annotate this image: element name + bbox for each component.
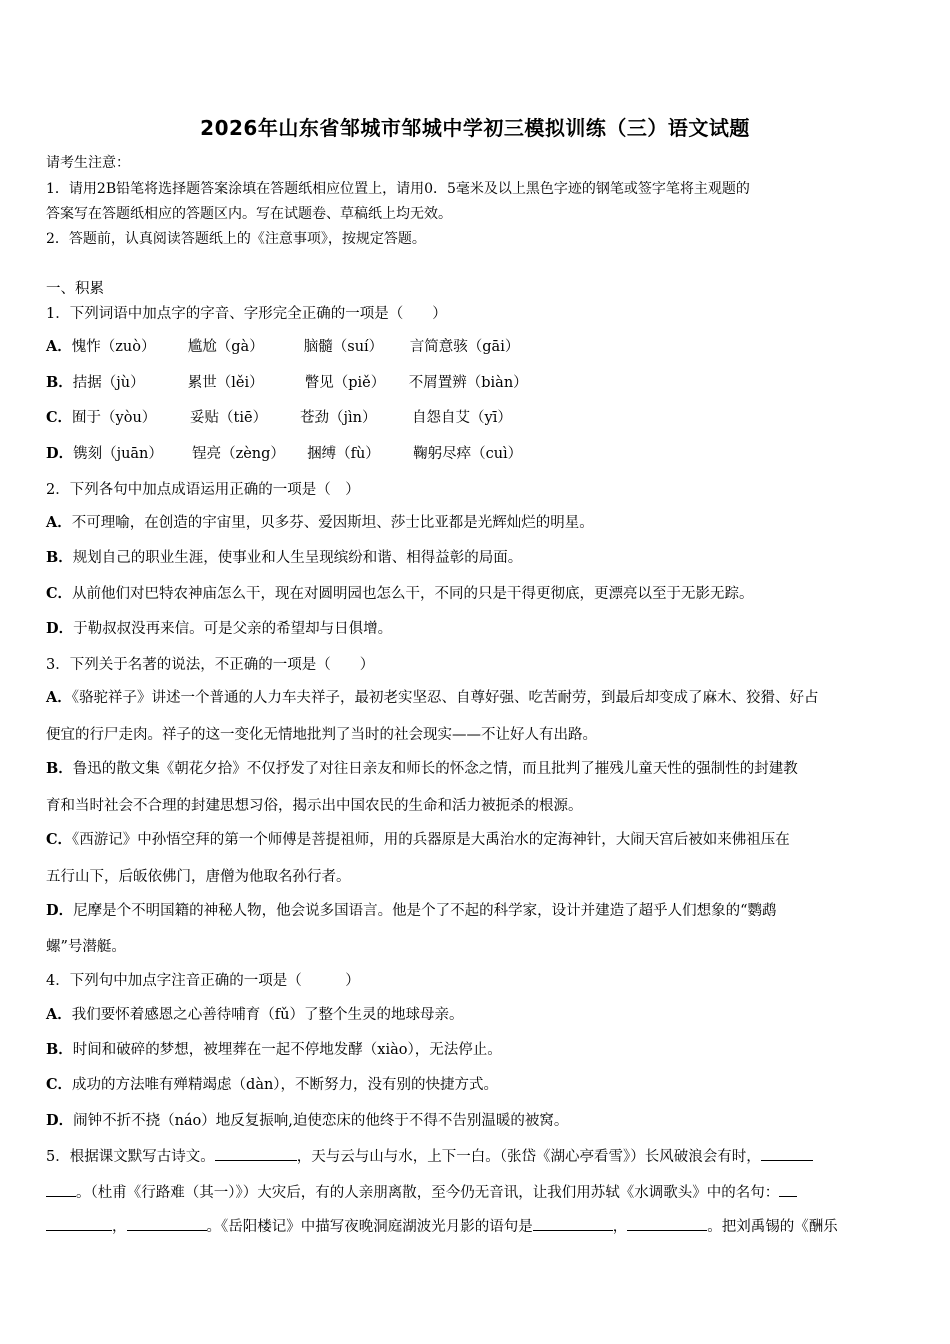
q4-option-b (46, 1038, 908, 1059)
fill-blank[interactable] (46, 1216, 112, 1231)
option-item: 言简意骇（gāi） (409, 339, 520, 355)
option-text: 我们要怀着感恩之心善待哺育（fǔ）了整个生灵的地球母亲。 (71, 1007, 464, 1023)
option-item: 不屑置辨（biàn） (408, 375, 528, 391)
option-item: 自怨自艾（yī） (412, 410, 512, 426)
notice-item-1-cont: 答案写在答题纸相应的答题区内。写在试题卷、草稿纸上均无效。 (46, 206, 452, 222)
option-label: D． (46, 620, 74, 637)
option-text: 鲁迅的散文集《朝花夕拾》不仅抒发了对往日亲友和师长的怀念之情，而且批判了摧残儿童天性的强制性的封建教 (72, 761, 798, 777)
option-item: 鞠躬尽瘁（cuì） (413, 446, 523, 462)
option-item: 累世（lěi） (187, 375, 264, 391)
q3-option-a (46, 686, 908, 707)
option-label: A． (46, 1006, 72, 1023)
q2-option-d (46, 617, 908, 638)
fill-blank[interactable] (215, 1146, 297, 1161)
q2-option-b (46, 546, 908, 567)
option-label: B． (46, 549, 73, 566)
option-text: 从前他们对巴特农神庙怎么干，现在对圆明园也怎么干，不同的只是干得更彻底，更漂亮以至于无影无踪。 (72, 586, 754, 602)
q5-text: 。《岳阳楼记》中描写夜晚洞庭湖波光月影的语句是 (206, 1219, 533, 1235)
option-label: C． (46, 1076, 73, 1093)
option-label: C． (46, 585, 73, 602)
fill-blank[interactable] (779, 1182, 797, 1197)
option-item: 脑髓（suí） (303, 339, 384, 355)
option-text: 尼摩是个不明国籍的神秘人物，他会说多国语言。他是个了不起的科学家，设计并建造了超乎人们想象的“鹦鹉 (73, 903, 777, 919)
option-text: 闹钟不折不挠（náo）地反复振响,迫使恋床的他终于不得不告别温暖的被窝。 (73, 1113, 569, 1129)
option-item: 苍劲（jìn） (300, 410, 377, 426)
q3-option-b-cont: 育和当时社会不合理的封建思想习俗，揭示出中国农民的生命和活力被扼杀的根源。 (46, 798, 583, 814)
option-label: D． (46, 902, 74, 919)
fill-blank[interactable] (127, 1216, 207, 1231)
option-item: 拮据（jù） (72, 375, 145, 391)
q3-option-d-cont: 螺”号潜艇。 (46, 939, 126, 955)
fill-blank[interactable] (533, 1216, 613, 1231)
option-label: B． (46, 374, 73, 391)
q4-option-a (46, 1003, 908, 1024)
option-item: 镌刻（juān） (73, 446, 163, 462)
q5-text: ， (612, 1219, 628, 1235)
option-item: 瞥见（piě） (304, 375, 386, 391)
option-label: A． (46, 338, 72, 355)
question-3-stem: 3．下列关于名著的说法，不正确的一项是（ ） (46, 657, 375, 673)
option-label: C． (46, 409, 73, 426)
q1-option-a (46, 335, 908, 356)
q1-option-d (46, 442, 908, 463)
question-5-line-3 (46, 1215, 908, 1236)
option-text: 成功的方法唯有殚精竭虑（dàn），不断努力，没有别的快捷方式。 (72, 1077, 499, 1093)
q3-option-d (46, 899, 908, 920)
q4-option-c (46, 1073, 908, 1094)
option-label: A． (46, 514, 72, 531)
option-item: 锃亮（zèng） (192, 446, 285, 462)
q5-text: 。（杜甫《行路难（其一）》）大灾后，有的人亲朋离散，至今仍无音讯，让我们用苏轼《水调歌头》中的名句： (76, 1185, 780, 1201)
q3-option-b (46, 757, 908, 778)
option-label: B． (46, 760, 73, 777)
option-item: 尴尬（gà） (187, 339, 264, 355)
question-2-stem: 2．下列各句中加点成语运用正确的一项是（ ） (46, 482, 360, 498)
option-label: B． (46, 1041, 73, 1058)
option-text: 规划自己的职业生涯，使事业和人生呈现缤纷和谐、相得益彰的局面。 (72, 550, 523, 566)
page-title: 2026年山东省邹城市邹城中学初三模拟训练（三）语文试题 (200, 116, 750, 140)
notice-item-1: 1．请用2B铅笔将选择题答案涂填在答题纸相应位置上，请用0．5毫米及以上黑色字迹的钢笔或签字笔将主观题的 (46, 181, 750, 197)
section-heading: 一、积累 (46, 281, 104, 297)
q5-text: 5．根据课文默写古诗文。 (46, 1149, 215, 1165)
q1-option-b (46, 371, 908, 392)
q5-text: ， (112, 1219, 127, 1235)
option-label: D． (46, 445, 74, 462)
q1-option-c (46, 406, 908, 427)
option-text: 时间和破碎的梦想，被埋葬在一起不停地发酵（xiào），无法停止。 (72, 1042, 502, 1058)
fill-blank[interactable] (627, 1216, 707, 1231)
notice-item-2: 2．答题前，认真阅读答题纸上的《注意事项》，按规定答题。 (46, 231, 426, 247)
q4-option-d (46, 1109, 908, 1130)
option-label: D． (46, 1112, 74, 1129)
option-text: 《西游记》中孙悟空拜的第一个师傅是菩提祖师，用的兵器原是大禹治水的定海神针，大闹天宫后被如来佛祖压在 (72, 832, 790, 848)
question-1-stem: 1．下列词语中加点字的字音、字形完全正确的一项是（ ） (46, 306, 447, 322)
q5-text: 。把刘禹锡的《酬乐 (707, 1219, 838, 1235)
q5-text: ，天与云与山与水，上下一白。（张岱《湖心亭看雪》）长风破浪会有时， (296, 1149, 761, 1165)
option-label: C． (46, 831, 73, 848)
option-item: 妥贴（tiē） (190, 410, 268, 426)
fill-blank[interactable] (46, 1182, 76, 1197)
option-item: 囿于（yòu） (72, 410, 157, 426)
q3-option-c (46, 828, 908, 849)
question-4-stem: 4．下列句中加点字注音正确的一项是（ ） (46, 973, 360, 989)
option-text: 不可理喻，在创造的宇宙里，贝多芬、爱因斯坦、莎士比亚都是光辉灿烂的明星。 (71, 515, 594, 531)
q3-option-a-cont: 便宜的行尸走肉。祥子的这一变化无情地批判了当时的社会现实——不让好人有出路。 (46, 727, 597, 743)
question-5-line-1 (46, 1145, 908, 1166)
notice-heading: 请考生注意： (46, 155, 130, 171)
question-5-line-2 (46, 1181, 908, 1202)
option-text: 《骆驼祥子》讲述一个普通的人力车夫祥子，最初老实坚忍、自尊好强、吃苦耐劳，到最后却变成了麻木、狡猾、好占 (71, 690, 819, 706)
q2-option-c (46, 582, 908, 603)
option-item: 捆缚（fù） (307, 446, 380, 462)
option-text: 于勒叔叔没再来信。可是父亲的希望却与日俱增。 (73, 621, 393, 637)
fill-blank[interactable] (761, 1146, 813, 1161)
option-label: A． (46, 689, 72, 706)
q2-option-a (46, 511, 908, 532)
option-item: 愧怍（zuò） (71, 339, 156, 355)
q3-option-c-cont: 五行山下，后皈依佛门，唐僧为他取名孙行者。 (46, 869, 351, 885)
